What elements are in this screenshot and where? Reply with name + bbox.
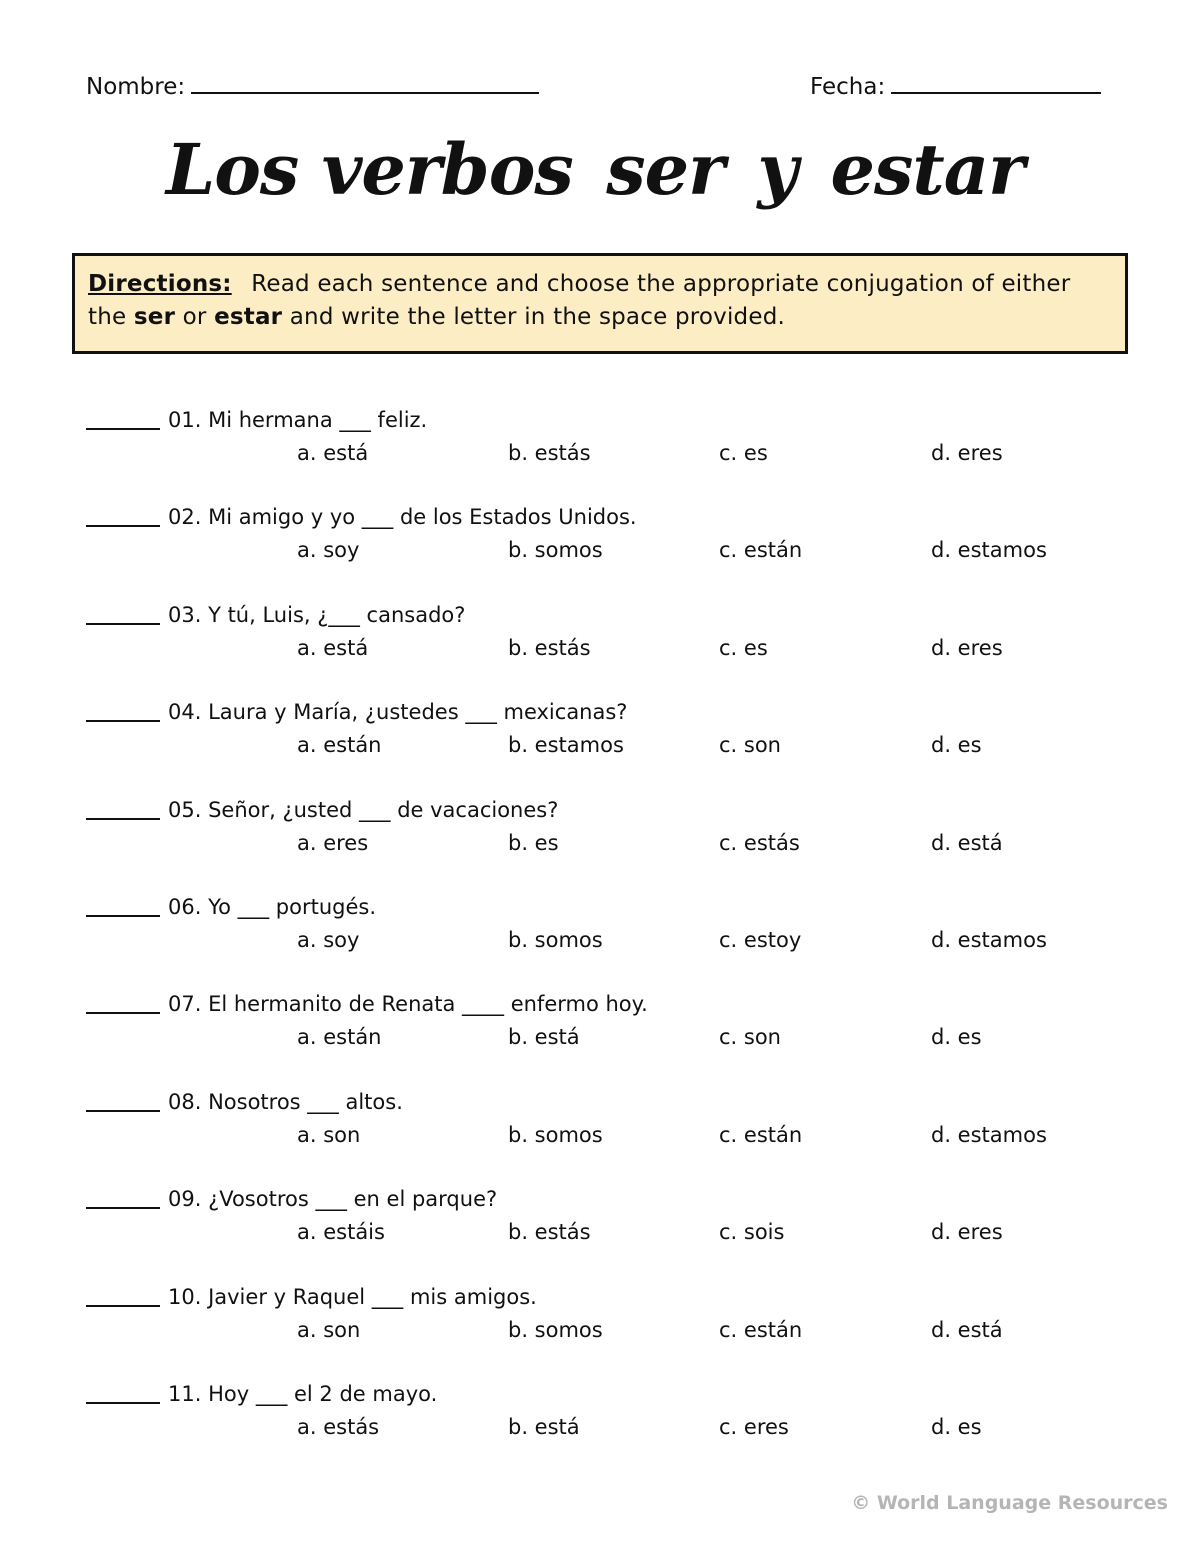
- option-c: c. eres: [719, 1415, 789, 1439]
- option-d: d. eres: [931, 636, 1003, 660]
- directions-label: Directions:: [88, 271, 232, 297]
- directions-ser: ser: [133, 304, 176, 330]
- option-d: d. es: [931, 733, 982, 757]
- option-a: a. estáis: [297, 1220, 385, 1244]
- question-prompt: 01. Mi hermana ___ feliz.: [168, 408, 428, 432]
- option-c: c. están: [719, 1123, 803, 1147]
- option-a: a. son: [297, 1318, 361, 1342]
- nombre-field: [86, 70, 539, 100]
- answer-blank[interactable]: [86, 1207, 160, 1209]
- answer-blank[interactable]: [86, 428, 160, 430]
- page-title: [0, 128, 1200, 211]
- fecha-label: Fecha:: [810, 74, 886, 100]
- answer-blank[interactable]: [86, 1110, 160, 1112]
- option-c: c. sois: [719, 1220, 785, 1244]
- question-prompt: 10. Javier y Raquel ___ mis amigos.: [168, 1285, 537, 1309]
- option-c: c. están: [719, 1318, 803, 1342]
- title-part1: Los verbos: [166, 128, 573, 211]
- question-item: [86, 1285, 1116, 1355]
- title-verb-estar: estar: [830, 128, 1024, 211]
- fecha-field: [810, 70, 1101, 100]
- question-prompt: 06. Yo ___ portugés.: [168, 895, 377, 919]
- question-prompt: 03. Y tú, Luis, ¿___ cansado?: [168, 603, 466, 627]
- option-d: d. estamos: [931, 1123, 1047, 1147]
- option-c: c. es: [719, 636, 768, 660]
- answer-blank[interactable]: [86, 525, 160, 527]
- answer-blank[interactable]: [86, 623, 160, 625]
- option-a: a. soy: [297, 928, 360, 952]
- question-item: [86, 408, 1116, 478]
- option-d: d. eres: [931, 441, 1003, 465]
- answer-blank[interactable]: [86, 915, 160, 917]
- option-c: c. es: [719, 441, 768, 465]
- option-b: b. somos: [508, 1318, 603, 1342]
- option-c: c. estoy: [719, 928, 802, 952]
- directions-or: or: [182, 304, 207, 330]
- answer-blank[interactable]: [86, 720, 160, 722]
- option-d: d. estamos: [931, 928, 1047, 952]
- option-b: b. estás: [508, 636, 591, 660]
- answer-blank[interactable]: [86, 1402, 160, 1404]
- option-b: b. estás: [508, 441, 591, 465]
- option-d: d. estamos: [931, 538, 1047, 562]
- question-prompt: 08. Nosotros ___ altos.: [168, 1090, 403, 1114]
- question-item: [86, 895, 1116, 965]
- option-b: b. somos: [508, 538, 603, 562]
- question-item: [86, 603, 1116, 673]
- answer-blank[interactable]: [86, 1012, 160, 1014]
- option-a: a. son: [297, 1123, 361, 1147]
- question-prompt: 11. Hoy ___ el 2 de mayo.: [168, 1382, 438, 1406]
- option-b: b. somos: [508, 1123, 603, 1147]
- option-a: a. está: [297, 441, 369, 465]
- option-a: a. están: [297, 733, 382, 757]
- option-b: b. somos: [508, 928, 603, 952]
- directions-estar: estar: [214, 304, 283, 330]
- option-b: b. estás: [508, 1220, 591, 1244]
- option-c: c. están: [719, 538, 803, 562]
- title-verb-ser: ser: [606, 128, 725, 211]
- question-item: [86, 1090, 1116, 1160]
- answer-blank[interactable]: [86, 1305, 160, 1307]
- option-a: a. están: [297, 1025, 382, 1049]
- option-d: d. está: [931, 831, 1003, 855]
- question-item: [86, 798, 1116, 868]
- directions-box: [72, 253, 1128, 354]
- option-c: c. estás: [719, 831, 800, 855]
- option-d: d. es: [931, 1025, 982, 1049]
- question-item: [86, 700, 1116, 770]
- option-d: d. eres: [931, 1220, 1003, 1244]
- directions-text-2: and write the letter in the space provided.: [289, 304, 786, 330]
- option-b: b. es: [508, 831, 559, 855]
- option-c: c. son: [719, 733, 781, 757]
- nombre-label: Nombre:: [86, 74, 186, 100]
- question-item: [86, 1382, 1116, 1452]
- fecha-blank[interactable]: [891, 70, 1101, 94]
- question-prompt: 09. ¿Vosotros ___ en el parque?: [168, 1187, 498, 1211]
- nombre-blank[interactable]: [191, 70, 539, 94]
- option-b: b. está: [508, 1025, 580, 1049]
- question-prompt: 02. Mi amigo y yo ___ de los Estados Unidos.: [168, 505, 637, 529]
- option-a: a. eres: [297, 831, 369, 855]
- option-d: d. está: [931, 1318, 1003, 1342]
- answer-blank[interactable]: [86, 818, 160, 820]
- directions-text-1: Read each sentence and choose the appropriate conjugation of either the: [88, 271, 1071, 330]
- question-prompt: 04. Laura y María, ¿ustedes ___ mexicanas?: [168, 700, 628, 724]
- option-a: a. está: [297, 636, 369, 660]
- option-b: b. está: [508, 1415, 580, 1439]
- header: [86, 70, 1106, 110]
- question-item: [86, 992, 1116, 1062]
- copyright: © World Language Resources: [851, 1492, 1168, 1514]
- question-item: [86, 505, 1116, 575]
- option-d: d. es: [931, 1415, 982, 1439]
- title-connector: y: [757, 128, 798, 211]
- option-a: a. soy: [297, 538, 360, 562]
- question-prompt: 05. Señor, ¿usted ___ de vacaciones?: [168, 798, 559, 822]
- question-item: [86, 1187, 1116, 1257]
- question-prompt: 07. El hermanito de Renata ____ enfermo hoy.: [168, 992, 648, 1016]
- option-c: c. son: [719, 1025, 781, 1049]
- option-a: a. estás: [297, 1415, 380, 1439]
- option-b: b. estamos: [508, 733, 624, 757]
